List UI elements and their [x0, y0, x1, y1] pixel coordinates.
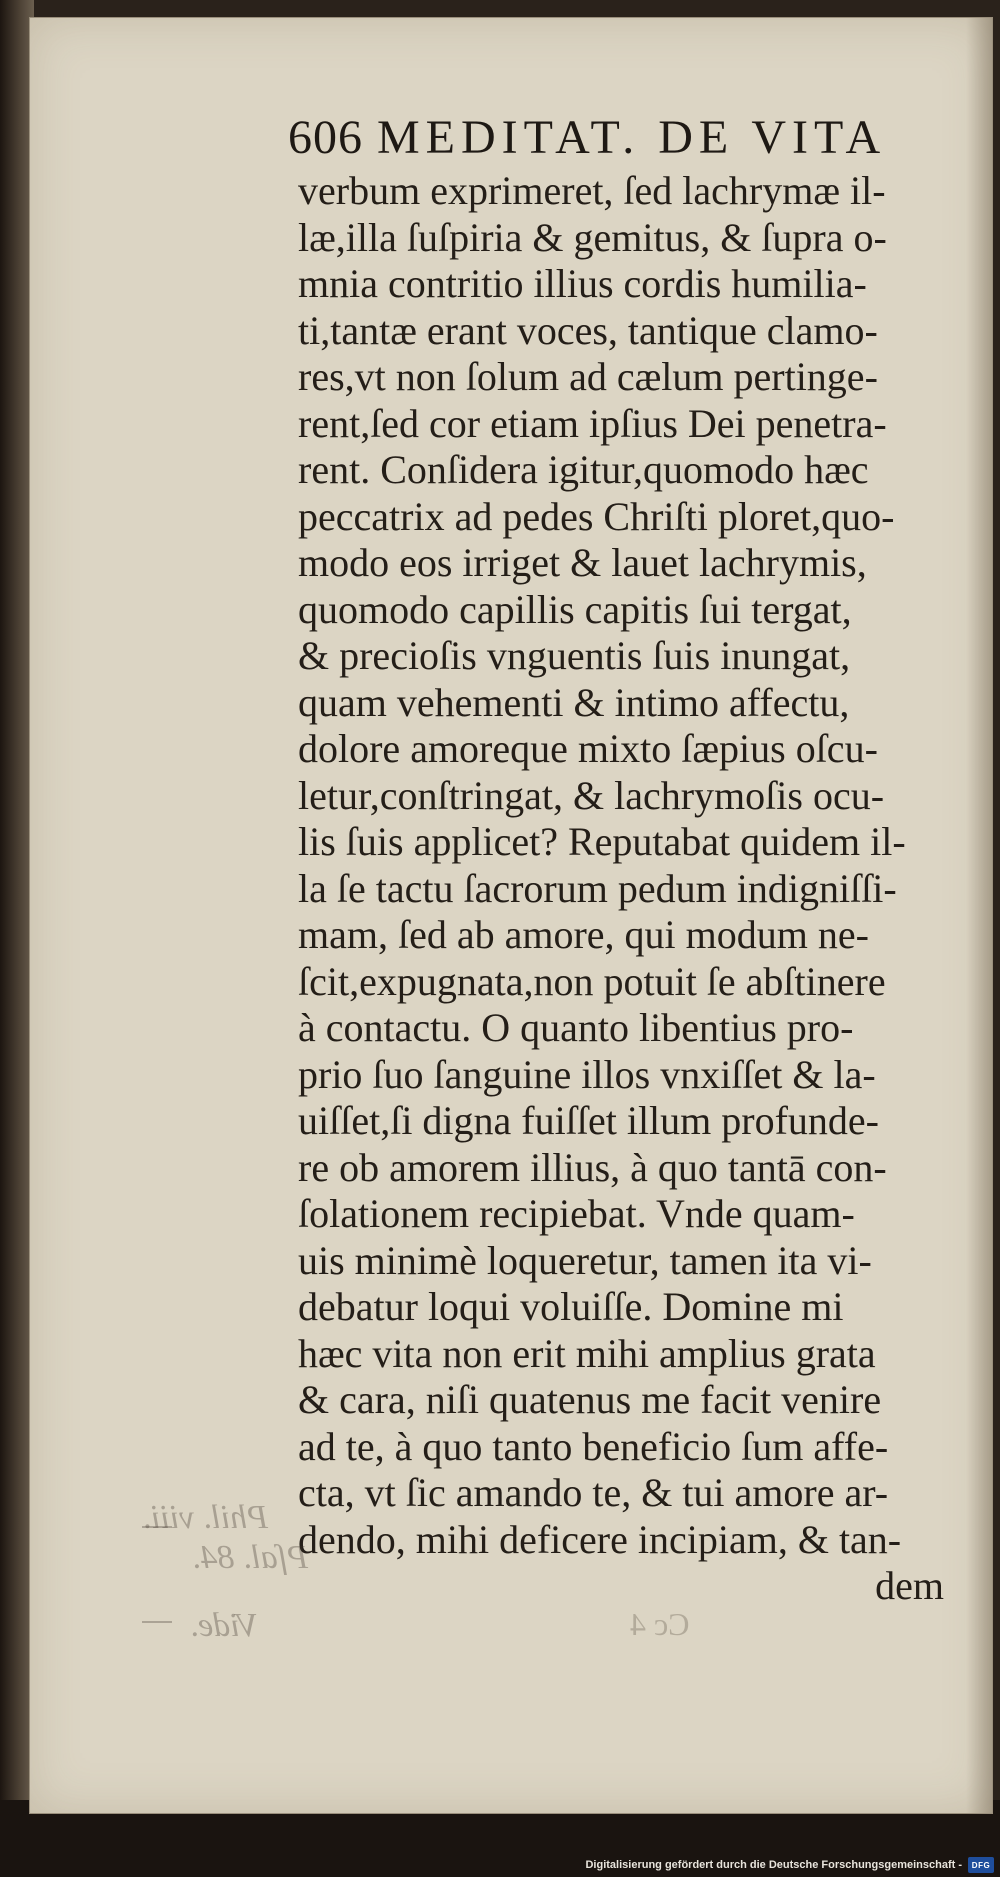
- bleed-note: Pſal. 84.: [191, 1539, 308, 1576]
- bleed-note: Vide.: [189, 1607, 258, 1644]
- text-line: ſolationem recipiebat. Vnde quam-: [298, 1191, 855, 1236]
- text-line: lis ſuis applicet? Reputabat quidem il-: [298, 819, 906, 864]
- text-line: hæc vita non erit mihi amplius grata: [298, 1330, 876, 1376]
- text-line: & cara, niſi quatenus me facit venire: [298, 1377, 882, 1422]
- text-line: cta, vt ſic amando te, & tui amore ar-: [298, 1470, 889, 1515]
- text-line: & precioſis vnguentis ſuis inungat,: [298, 633, 851, 678]
- text-line: ſcit,expugnata,non potuit ſe abſtinere: [298, 958, 886, 1004]
- credit-text: Digitalisierung gefördert durch die Deutsche Forschungsgemeinschaft -: [585, 1859, 962, 1871]
- text-line: uiſſet,ſi digna fuiſſet illum profunde-: [298, 1098, 879, 1143]
- bleed-rule: [142, 1621, 172, 1623]
- text-line: dendo, mihi deficere incipiam, & tan-: [298, 1516, 902, 1562]
- digitization-credit: [585, 1857, 994, 1873]
- text-line: mam, ſed ab amore, qui modum ne-: [298, 912, 869, 957]
- bleed-note: Phil. viii.: [142, 1499, 268, 1536]
- text-line: ti,tantæ erant voces, tantique clamo-: [298, 307, 878, 353]
- running-head: MEDITAT. DE VITA: [377, 111, 887, 164]
- text-line: la ſe tactu ſacrorum pedum indigniſſi-: [298, 865, 897, 911]
- text-line: læ,illa ſuſpiria & gemitus, & ſupra o-: [298, 214, 887, 260]
- bleed-signature-mark: Cc 4: [630, 1606, 690, 1642]
- bleed-through-marginalia: [108, 1488, 308, 1658]
- text-line: quam vehementi & intimo affectu,: [298, 679, 850, 725]
- text-line: prio ſuo ſanguine illos vnxiſſet & la-: [298, 1051, 876, 1097]
- text-line: re ob amorem illius, à quo tantā con-: [298, 1144, 887, 1190]
- text-line: letur,conſtringat, & lachrymoſis ocu-: [298, 772, 885, 818]
- text-line: verbum exprimeret, ſed lachrymæ il-: [298, 168, 886, 213]
- text-line: debatur loqui voluiſſe. Domine mi: [298, 1284, 844, 1329]
- text-line: quomodo capillis capitis ſui tergat,: [298, 586, 852, 632]
- catchword: dem: [875, 1563, 944, 1608]
- text-line: uis minimè loqueretur, tamen ita vi-: [298, 1237, 872, 1283]
- text-line: à contactu. O quanto libentius pro-: [298, 1005, 854, 1050]
- text-line: rent. Conſidera igitur,quomodo hæc: [298, 447, 869, 492]
- page-header: [288, 110, 928, 165]
- logo-text: DFG: [971, 1860, 991, 1870]
- text-line: dolore amoreque mixto ſæpius oſcu-: [298, 726, 878, 771]
- scan-binding-edge: [0, 0, 34, 1877]
- text-line: ad te, à quo tanto beneficio ſum affe-: [298, 1423, 889, 1469]
- text-line: mnia contritio illius cordis humilia-: [298, 261, 867, 306]
- book-page: [30, 18, 992, 1813]
- text-line: modo eos irriget & lauet lachrymis,: [298, 540, 867, 585]
- bleed-rule: [142, 1526, 172, 1528]
- text-line: peccatrix ad pedes Chriſti ploret,quo-: [298, 493, 895, 539]
- text-line: res,vt non ſolum ad cælum pertinge-: [298, 354, 878, 399]
- text-line: rent,ſed cor etiam ipſius Dei penetra-: [298, 400, 887, 446]
- body-text: [298, 168, 944, 1610]
- page-number: 606: [288, 111, 363, 164]
- dfg-logo-icon: [968, 1857, 994, 1873]
